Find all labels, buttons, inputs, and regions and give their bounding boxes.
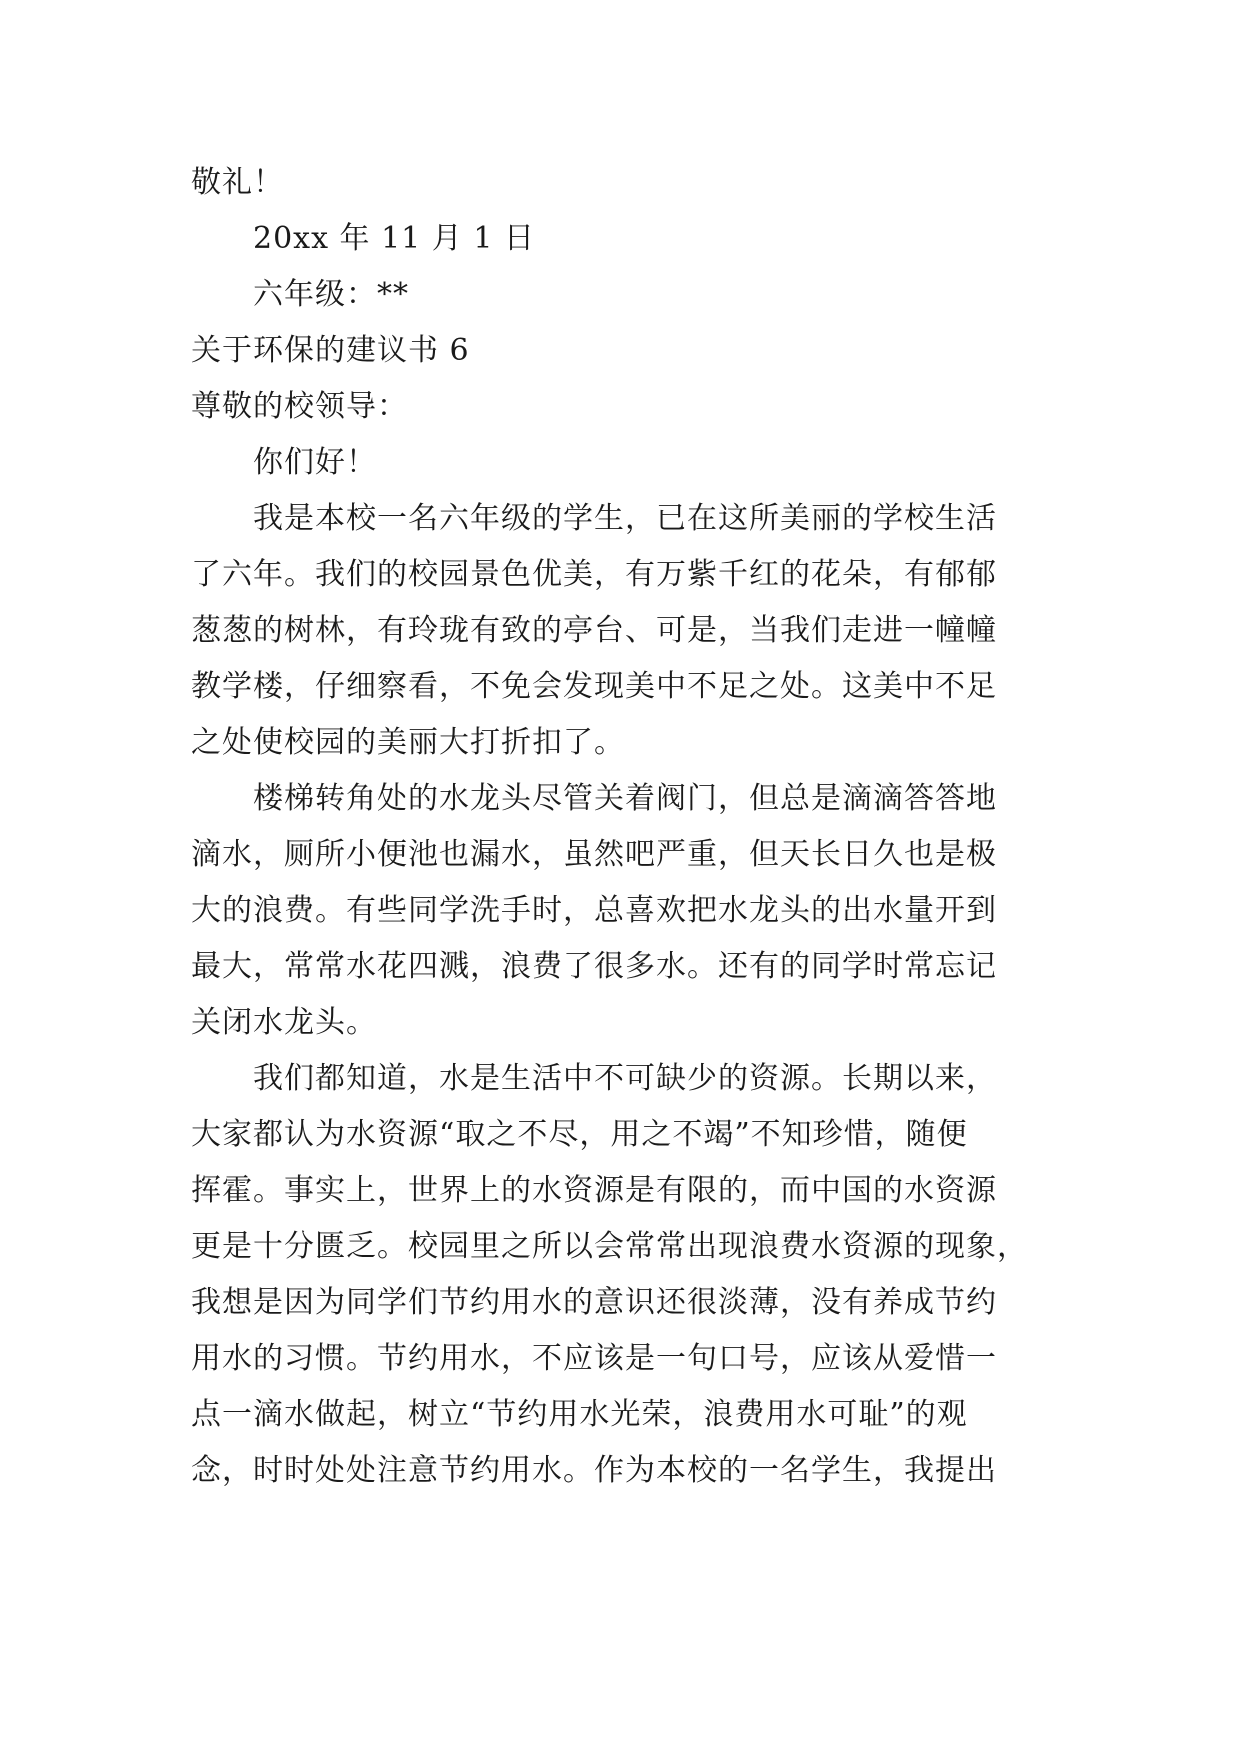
paragraph-line: 关闭水龙头。 — [191, 1005, 377, 1040]
paragraph-line: 之处使校园的美丽大打折扣了。 — [191, 725, 625, 760]
letter-title: 关于环保的建议书 6 — [191, 333, 470, 368]
paragraph-line: 我是本校一名六年级的学生，已在这所美丽的学校生活 — [253, 501, 997, 536]
paragraph-line: 最大，常常水花四溅，浪费了很多水。还有的同学时常忘记 — [191, 949, 997, 984]
letter-greeting: 你们好！ — [253, 445, 377, 480]
paragraph-line: 我想是因为同学们节约用水的意识还很淡薄，没有养成节约 — [191, 1285, 997, 1320]
paragraph-3 — [191, 1051, 1061, 1499]
document-page — [191, 155, 1061, 1499]
paragraph-line: 挥霍。事实上，世界上的水资源是有限的，而中国的水资源 — [191, 1173, 997, 1208]
paragraph-line: 点一滴水做起，树立“节约用水光荣，浪费用水可耻”的观 — [191, 1397, 968, 1432]
paragraph-line: 大的浪费。有些同学洗手时，总喜欢把水龙头的出水量开到 — [191, 893, 997, 928]
paragraph-2 — [191, 771, 1061, 1051]
paragraph-line: 大家都认为水资源“取之不尽，用之不竭”不知珍惜，随便 — [191, 1117, 968, 1152]
closing-salute: 敬礼！ — [191, 165, 284, 200]
paragraph-line: 葱葱的树林，有玲珑有致的亭台、可是，当我们走进一幢幢 — [191, 613, 997, 648]
paragraph-1 — [191, 491, 1061, 771]
paragraph-line: 念，时时处处注意节约用水。作为本校的一名学生，我提出 — [191, 1453, 997, 1488]
paragraph-line: 滴水，厕所小便池也漏水，虽然吧严重，但天长日久也是极 — [191, 837, 997, 872]
paragraph-line: 楼梯转角处的水龙头尽管关着阀门，但总是滴滴答答地 — [253, 781, 997, 816]
paragraph-line: 用水的习惯。节约用水，不应该是一句口号，应该从爱惜一 — [191, 1341, 997, 1376]
letter-date: 20xx 年 11 月 1 日 — [253, 221, 535, 256]
paragraph-line: 更是十分匮乏。校园里之所以会常常出现浪费水资源的现象， — [191, 1229, 1028, 1264]
letter-signature: 六年级：** — [253, 277, 409, 312]
letter-addressee: 尊敬的校领导： — [191, 389, 408, 424]
paragraph-line: 教学楼，仔细察看，不免会发现美中不足之处。这美中不足 — [191, 669, 997, 704]
paragraph-line: 了六年。我们的校园景色优美，有万紫千红的花朵，有郁郁 — [191, 557, 997, 592]
paragraph-line: 我们都知道，水是生活中不可缺少的资源。长期以来， — [253, 1061, 997, 1096]
